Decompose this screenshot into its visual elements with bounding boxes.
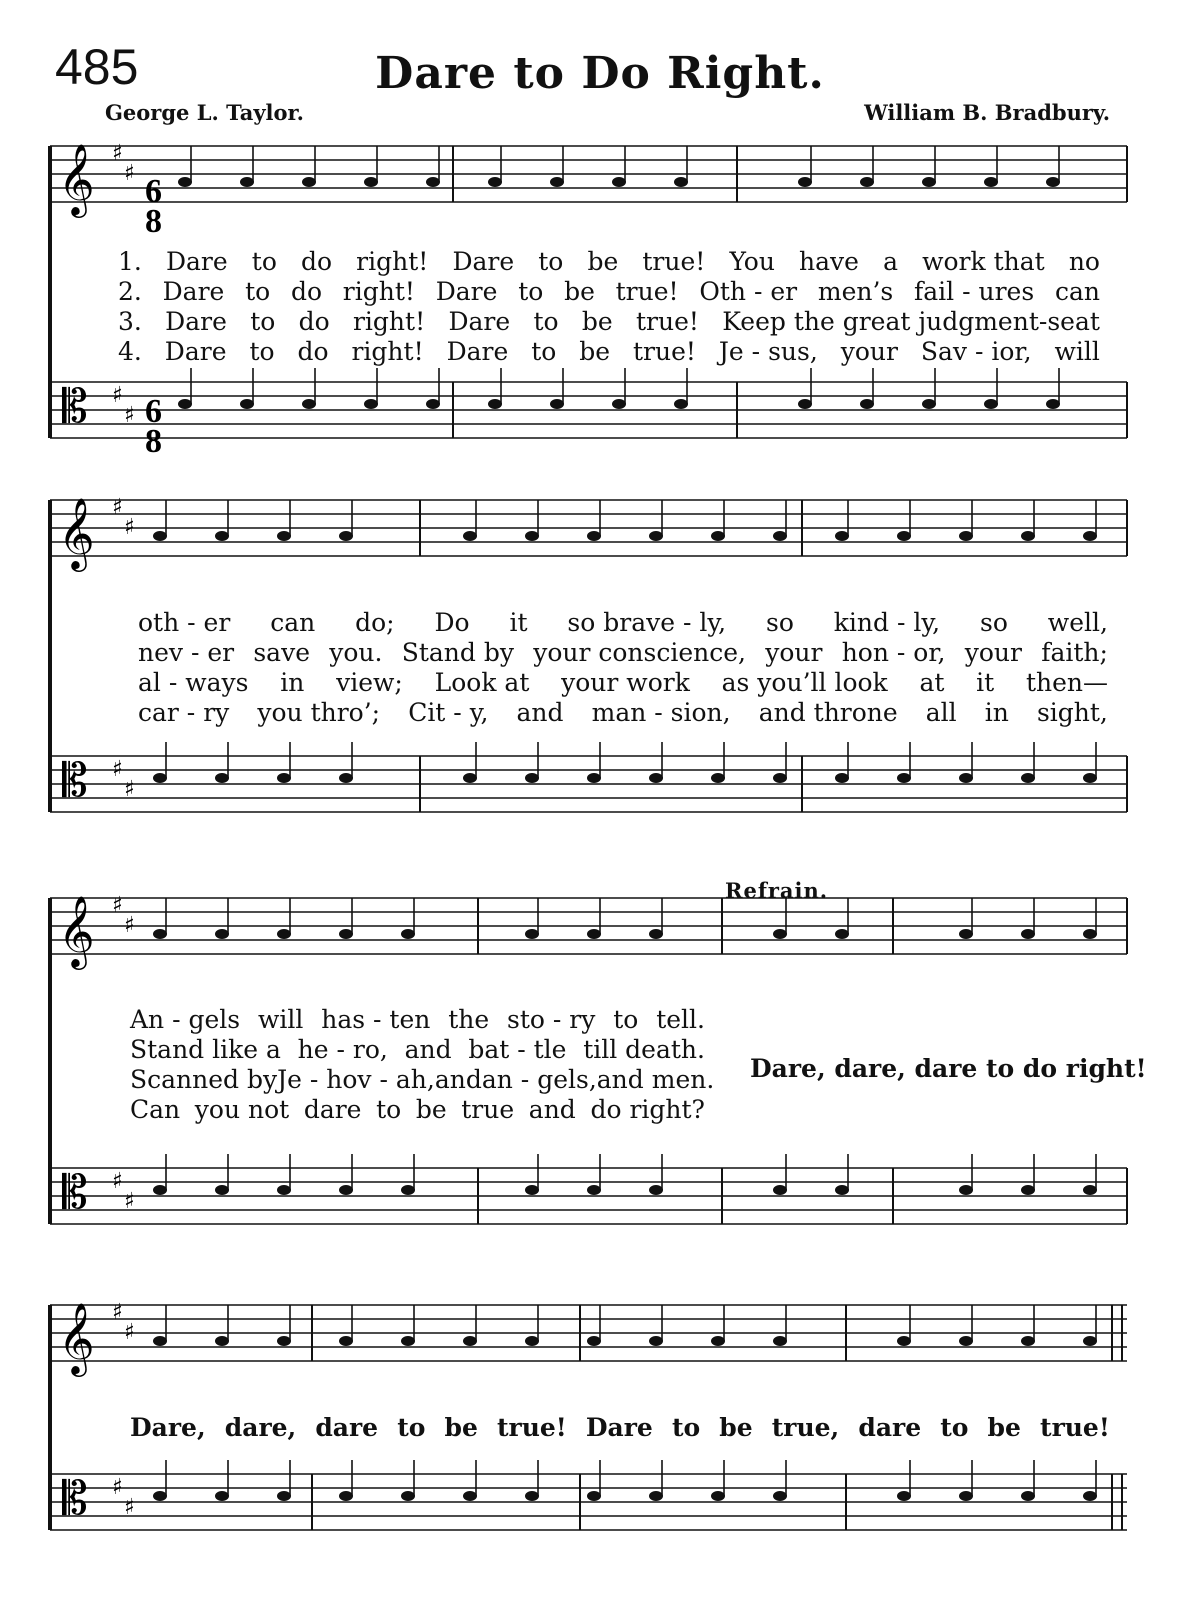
sharp-icon: ♯ xyxy=(124,1189,135,1214)
lyric-word: be xyxy=(581,307,613,336)
final-lyric-line xyxy=(130,1413,1110,1442)
note-head xyxy=(153,1185,167,1195)
note-head xyxy=(1021,773,1035,783)
lyric-word: to xyxy=(251,247,277,276)
note-head xyxy=(1021,1185,1035,1195)
lyric-word: true, xyxy=(771,1413,840,1442)
lyric-line xyxy=(138,698,1108,728)
note-head xyxy=(674,177,688,187)
note-head xyxy=(773,929,787,939)
note-head xyxy=(773,1185,787,1195)
note-head xyxy=(897,1336,911,1346)
lyric-word: right! xyxy=(351,337,424,366)
lyric-line xyxy=(118,337,1100,367)
note-head xyxy=(1046,177,1060,187)
lyric-word: to xyxy=(376,1095,402,1124)
lyric-line xyxy=(118,277,1100,307)
lyric-word: to xyxy=(613,1005,639,1034)
lyric-word: and xyxy=(434,1065,482,1094)
note-head xyxy=(649,929,663,939)
lyric-word: Dare xyxy=(452,247,515,276)
note-head xyxy=(587,1185,601,1195)
note-head xyxy=(525,1185,539,1195)
tenor-clef-icon: 𝄡 xyxy=(62,1471,88,1525)
lyric-line xyxy=(118,307,1100,337)
note-head xyxy=(897,773,911,783)
time-signature-top-bass: 6 xyxy=(145,393,162,430)
lyric-word: well, xyxy=(1047,608,1108,637)
lyric-word: Can xyxy=(130,1095,181,1124)
note-head xyxy=(1083,531,1097,541)
lyric-word: no xyxy=(1068,247,1100,276)
lyric-word: to xyxy=(940,1413,969,1442)
note-head xyxy=(711,531,725,541)
lyric-line xyxy=(130,1065,715,1095)
note-head xyxy=(1021,1491,1035,1501)
lyric-word: kind - ly, xyxy=(833,608,941,637)
lyric-word: bat - tle xyxy=(468,1035,567,1064)
note-head xyxy=(649,1336,663,1346)
lyric-word: dare xyxy=(315,1413,379,1442)
lyric-word: sight, xyxy=(1036,698,1108,727)
note-head xyxy=(711,1491,725,1501)
note-head xyxy=(215,531,229,541)
note-head xyxy=(711,773,725,783)
lyric-word: it xyxy=(976,668,995,697)
note-head xyxy=(984,399,998,409)
note-head xyxy=(1083,1491,1097,1501)
note-head xyxy=(215,1336,229,1346)
lyric-word: be xyxy=(564,277,595,306)
note-head xyxy=(277,531,291,541)
treble-clef-icon: 𝄞 xyxy=(58,496,95,569)
lyric-word: man - sion, xyxy=(591,698,731,727)
lyric-word: to xyxy=(533,307,559,336)
lyric-word: 1. xyxy=(118,247,142,276)
lyric-word: in xyxy=(280,668,305,697)
lyric-word: so xyxy=(766,608,794,637)
time-signature-bottom-bass: 8 xyxy=(145,423,162,460)
lyric-word: fail - ures xyxy=(914,277,1035,306)
note-head xyxy=(860,177,874,187)
lyricist-credit: George L. Taylor. xyxy=(105,100,304,125)
note-head xyxy=(1083,1185,1097,1195)
lyric-word: tell. xyxy=(656,1005,705,1034)
note-head xyxy=(1021,531,1035,541)
sharp-icon: ♯ xyxy=(112,1300,123,1325)
lyric-word: Dare, xyxy=(130,1413,206,1442)
sharp-icon: ♯ xyxy=(124,161,135,186)
lyric-word: the xyxy=(448,1005,490,1034)
lyric-word: as you’ll look xyxy=(721,668,888,697)
lyric-word: hon - or, xyxy=(841,638,946,667)
verse-lyrics-system-1 xyxy=(118,247,1100,367)
lyric-word: true! xyxy=(615,277,679,306)
note-head xyxy=(612,399,626,409)
note-head xyxy=(153,773,167,783)
lyric-word: and xyxy=(404,1035,452,1064)
lyric-word: true! xyxy=(497,1413,567,1442)
lyric-word: Stand by xyxy=(401,638,514,667)
note-head xyxy=(153,929,167,939)
note-head xyxy=(1083,1336,1097,1346)
note-head xyxy=(339,929,353,939)
note-head xyxy=(178,177,192,187)
lyric-word: to xyxy=(250,307,276,336)
lyric-word: true! xyxy=(633,337,696,366)
lyric-word: do xyxy=(290,277,323,306)
lyric-word: Dare xyxy=(446,337,509,366)
lyric-word: to xyxy=(249,337,275,366)
lyric-word: be xyxy=(444,1413,478,1442)
lyric-word: dare xyxy=(858,1413,922,1442)
note-head xyxy=(649,1185,663,1195)
note-head xyxy=(959,531,973,541)
treble-clef-icon: 𝄞 xyxy=(58,1301,95,1374)
lyric-word: true xyxy=(461,1095,515,1124)
lyric-word: do right? xyxy=(590,1095,705,1124)
lyric-word: Sav - ior, xyxy=(920,337,1032,366)
note-head xyxy=(773,531,787,541)
note-head xyxy=(215,929,229,939)
note-head xyxy=(339,531,353,541)
lyric-word: be xyxy=(987,1413,1021,1442)
note-head xyxy=(1083,773,1097,783)
note-head xyxy=(488,399,502,409)
note-head xyxy=(153,1491,167,1501)
lyric-word: to xyxy=(245,277,271,306)
note-head xyxy=(922,177,936,187)
note-head xyxy=(178,399,192,409)
lyric-word: Je - hov - ah, xyxy=(277,1065,435,1094)
lyric-word: true! xyxy=(636,307,699,336)
note-head xyxy=(339,1491,353,1501)
note-head xyxy=(1046,399,1060,409)
lyric-word: Dare xyxy=(585,1413,653,1442)
lyric-line xyxy=(130,1005,705,1035)
lyric-word: be xyxy=(719,1413,753,1442)
lyric-word: right! xyxy=(342,277,415,306)
refrain-lyric: Dare, dare, dare to do right! xyxy=(750,1054,1147,1083)
lyric-word: he - ro, xyxy=(297,1035,388,1064)
note-head xyxy=(897,1491,911,1501)
note-head xyxy=(835,773,849,783)
lyric-word: your work xyxy=(561,668,690,697)
note-head xyxy=(959,929,973,939)
lyric-word: view; xyxy=(336,668,403,697)
sharp-icon: ♯ xyxy=(124,777,135,802)
lyric-word: to xyxy=(518,277,544,306)
note-head xyxy=(240,177,254,187)
lyric-word: oth - er xyxy=(138,608,231,637)
lyric-word: You xyxy=(729,247,775,276)
refrain-label: Refrain. xyxy=(725,878,829,903)
note-head xyxy=(773,1336,787,1346)
note-head xyxy=(525,773,539,783)
sharp-icon: ♯ xyxy=(112,1169,123,1194)
lyric-word: to xyxy=(538,247,564,276)
lyric-word: your xyxy=(964,638,1022,667)
tenor-clef-icon: 𝄡 xyxy=(62,753,88,807)
lyric-word: Stand like a xyxy=(130,1035,281,1064)
lyric-word: and xyxy=(516,698,564,727)
lyric-line xyxy=(130,1095,705,1125)
note-head xyxy=(525,1491,539,1501)
note-head xyxy=(649,531,663,541)
lyric-word: do xyxy=(298,307,330,336)
lyric-word: Cit - y, xyxy=(408,698,489,727)
sharp-icon: ♯ xyxy=(112,141,123,166)
lyric-word: to xyxy=(531,337,557,366)
lyric-word: sto - ry xyxy=(507,1005,596,1034)
lyric-word: can xyxy=(270,608,316,637)
note-head xyxy=(798,177,812,187)
note-head xyxy=(649,773,663,783)
treble-clef-icon: 𝄞 xyxy=(58,142,95,215)
note-head xyxy=(550,399,564,409)
note-head xyxy=(215,1491,229,1501)
lyric-word: Scanned by xyxy=(130,1065,278,1094)
note-head xyxy=(277,773,291,783)
note-head xyxy=(835,929,849,939)
hymn-title: Dare to Do Right. xyxy=(375,48,825,99)
note-head xyxy=(587,929,601,939)
note-head xyxy=(649,1491,663,1501)
lyric-word: can xyxy=(1054,277,1100,306)
note-head xyxy=(215,1185,229,1195)
lyric-word: car - ry xyxy=(138,698,230,727)
note-head xyxy=(798,399,812,409)
note-head xyxy=(277,1185,291,1195)
note-head xyxy=(302,399,316,409)
note-head xyxy=(463,531,477,541)
lyric-word: do; xyxy=(355,608,395,637)
lyric-word: Look at xyxy=(434,668,530,697)
lyric-word: will xyxy=(257,1005,304,1034)
lyric-word: to xyxy=(397,1413,426,1442)
lyric-word: right! xyxy=(356,247,429,276)
lyric-word: Oth - er xyxy=(699,277,798,306)
note-head xyxy=(835,531,849,541)
lyric-word: so brave - ly, xyxy=(567,608,727,637)
note-head xyxy=(959,1185,973,1195)
sharp-icon: ♯ xyxy=(112,757,123,782)
lyric-word: 4. xyxy=(118,337,142,366)
lyric-word: 2. xyxy=(118,277,142,306)
note-head xyxy=(364,399,378,409)
lyric-word: Dare xyxy=(435,277,498,306)
lyric-word: it xyxy=(509,608,528,637)
note-head xyxy=(339,1185,353,1195)
lyric-word: Je - sus, xyxy=(718,337,818,366)
note-head xyxy=(674,399,688,409)
note-head xyxy=(463,773,477,783)
sharp-icon: ♯ xyxy=(124,515,135,540)
lyric-line xyxy=(130,1035,705,1065)
lyric-word: be xyxy=(579,337,611,366)
lyric-line xyxy=(138,668,1108,698)
note-head xyxy=(587,773,601,783)
note-head xyxy=(711,1336,725,1346)
note-head xyxy=(984,177,998,187)
note-head xyxy=(550,177,564,187)
note-head xyxy=(240,399,254,409)
note-head xyxy=(587,1336,601,1346)
lyric-word: has - ten xyxy=(321,1005,431,1034)
lyric-word: An - gels xyxy=(130,1005,241,1034)
lyric-word: to xyxy=(671,1413,701,1442)
sharp-icon: ♯ xyxy=(112,1475,123,1500)
lyric-word: Dare xyxy=(164,337,227,366)
lyric-word: Dare xyxy=(165,247,228,276)
note-head xyxy=(277,929,291,939)
note-head xyxy=(587,531,601,541)
verse-lyrics-system-2 xyxy=(138,608,1108,728)
note-head xyxy=(153,531,167,541)
lyric-word: and men. xyxy=(596,1065,715,1094)
lyric-word: faith; xyxy=(1041,638,1108,667)
note-head xyxy=(525,929,539,939)
note-head xyxy=(959,773,973,783)
lyric-word: dare, xyxy=(224,1413,297,1442)
lyric-word: at xyxy=(919,668,945,697)
note-head xyxy=(463,1336,477,1346)
lyric-word: Keep the great judgment-seat xyxy=(722,307,1100,336)
note-head xyxy=(959,1491,973,1501)
note-head xyxy=(401,1491,415,1501)
lyric-word: dare xyxy=(303,1095,362,1124)
lyric-word: a xyxy=(883,247,898,276)
note-head xyxy=(1021,929,1035,939)
lyric-word: true! xyxy=(642,247,706,276)
note-head xyxy=(525,531,539,541)
note-head xyxy=(215,773,229,783)
sharp-icon: ♯ xyxy=(112,893,123,918)
lyric-word: till death. xyxy=(583,1035,705,1064)
note-head xyxy=(339,1336,353,1346)
lyric-word: all xyxy=(925,698,957,727)
lyric-word: you. xyxy=(329,638,383,667)
lyric-word: al - ways xyxy=(138,668,249,697)
note-head xyxy=(612,177,626,187)
lyric-word: 3. xyxy=(118,307,142,336)
note-head xyxy=(773,773,787,783)
sharp-icon: ♯ xyxy=(124,403,135,428)
note-head xyxy=(426,177,440,187)
lyric-word: in xyxy=(984,698,1009,727)
lyric-word: save xyxy=(253,638,310,667)
note-head xyxy=(587,1491,601,1501)
hymn-number: 485 xyxy=(55,39,139,95)
lyric-word: have xyxy=(799,247,859,276)
lyric-word: nev - er xyxy=(138,638,235,667)
note-head xyxy=(277,1491,291,1501)
note-head xyxy=(525,1336,539,1346)
lyric-word: and throne xyxy=(758,698,898,727)
lyric-word: be xyxy=(415,1095,447,1124)
tenor-clef-icon: 𝄡 xyxy=(62,1165,88,1219)
note-head xyxy=(153,1336,167,1346)
lyric-word: your xyxy=(765,638,823,667)
lyric-word: Dare xyxy=(165,307,227,336)
note-head xyxy=(339,773,353,783)
time-signature-bottom-treble: 8 xyxy=(145,203,162,240)
note-head xyxy=(401,1336,415,1346)
sharp-icon: ♯ xyxy=(124,1495,135,1520)
lyric-word: right! xyxy=(352,307,426,336)
note-head xyxy=(959,1336,973,1346)
note-head xyxy=(860,399,874,409)
lyric-word: do xyxy=(297,337,329,366)
lyric-word: so xyxy=(980,608,1008,637)
lyric-word: do xyxy=(301,247,333,276)
lyric-word: will xyxy=(1054,337,1100,366)
note-head xyxy=(835,1185,849,1195)
lyric-word: an - gels, xyxy=(481,1065,597,1094)
lyric-line xyxy=(138,638,1108,668)
lyric-word: true! xyxy=(1040,1413,1110,1442)
sharp-icon: ♯ xyxy=(124,1320,135,1345)
sharp-icon: ♯ xyxy=(112,383,123,408)
lyric-word: and xyxy=(528,1095,576,1124)
lyric-word: Dare xyxy=(162,277,225,306)
note-head xyxy=(463,1491,477,1501)
lyric-word: your conscience, xyxy=(533,638,746,667)
note-head xyxy=(364,177,378,187)
verse-lyrics-system-3 xyxy=(130,1005,715,1125)
lyric-word: Do xyxy=(434,608,470,637)
sharp-icon: ♯ xyxy=(112,495,123,520)
note-head xyxy=(922,399,936,409)
lyric-line xyxy=(118,247,1100,277)
note-head xyxy=(1083,929,1097,939)
lyric-word: men’s xyxy=(817,277,894,306)
treble-clef-icon: 𝄞 xyxy=(58,894,95,967)
note-head xyxy=(277,1336,291,1346)
time-signature-top-treble: 6 xyxy=(145,173,162,210)
note-head xyxy=(1021,1336,1035,1346)
tenor-clef-icon: 𝄡 xyxy=(62,379,88,433)
lyric-word: you not xyxy=(194,1095,290,1124)
lyric-word: be xyxy=(587,247,619,276)
sharp-icon: ♯ xyxy=(124,913,135,938)
lyric-word: you thro’; xyxy=(257,698,381,727)
note-head xyxy=(426,399,440,409)
lyric-word: work that xyxy=(922,247,1045,276)
lyric-line xyxy=(138,608,1108,638)
lyric-word: your xyxy=(840,337,898,366)
note-head xyxy=(773,1491,787,1501)
note-head xyxy=(488,177,502,187)
note-head xyxy=(401,929,415,939)
composer-credit: William B. Bradbury. xyxy=(864,100,1110,125)
note-head xyxy=(401,1185,415,1195)
lyric-word: Dare xyxy=(448,307,511,336)
lyric-word: then— xyxy=(1025,668,1108,697)
note-head xyxy=(302,177,316,187)
note-head xyxy=(897,531,911,541)
